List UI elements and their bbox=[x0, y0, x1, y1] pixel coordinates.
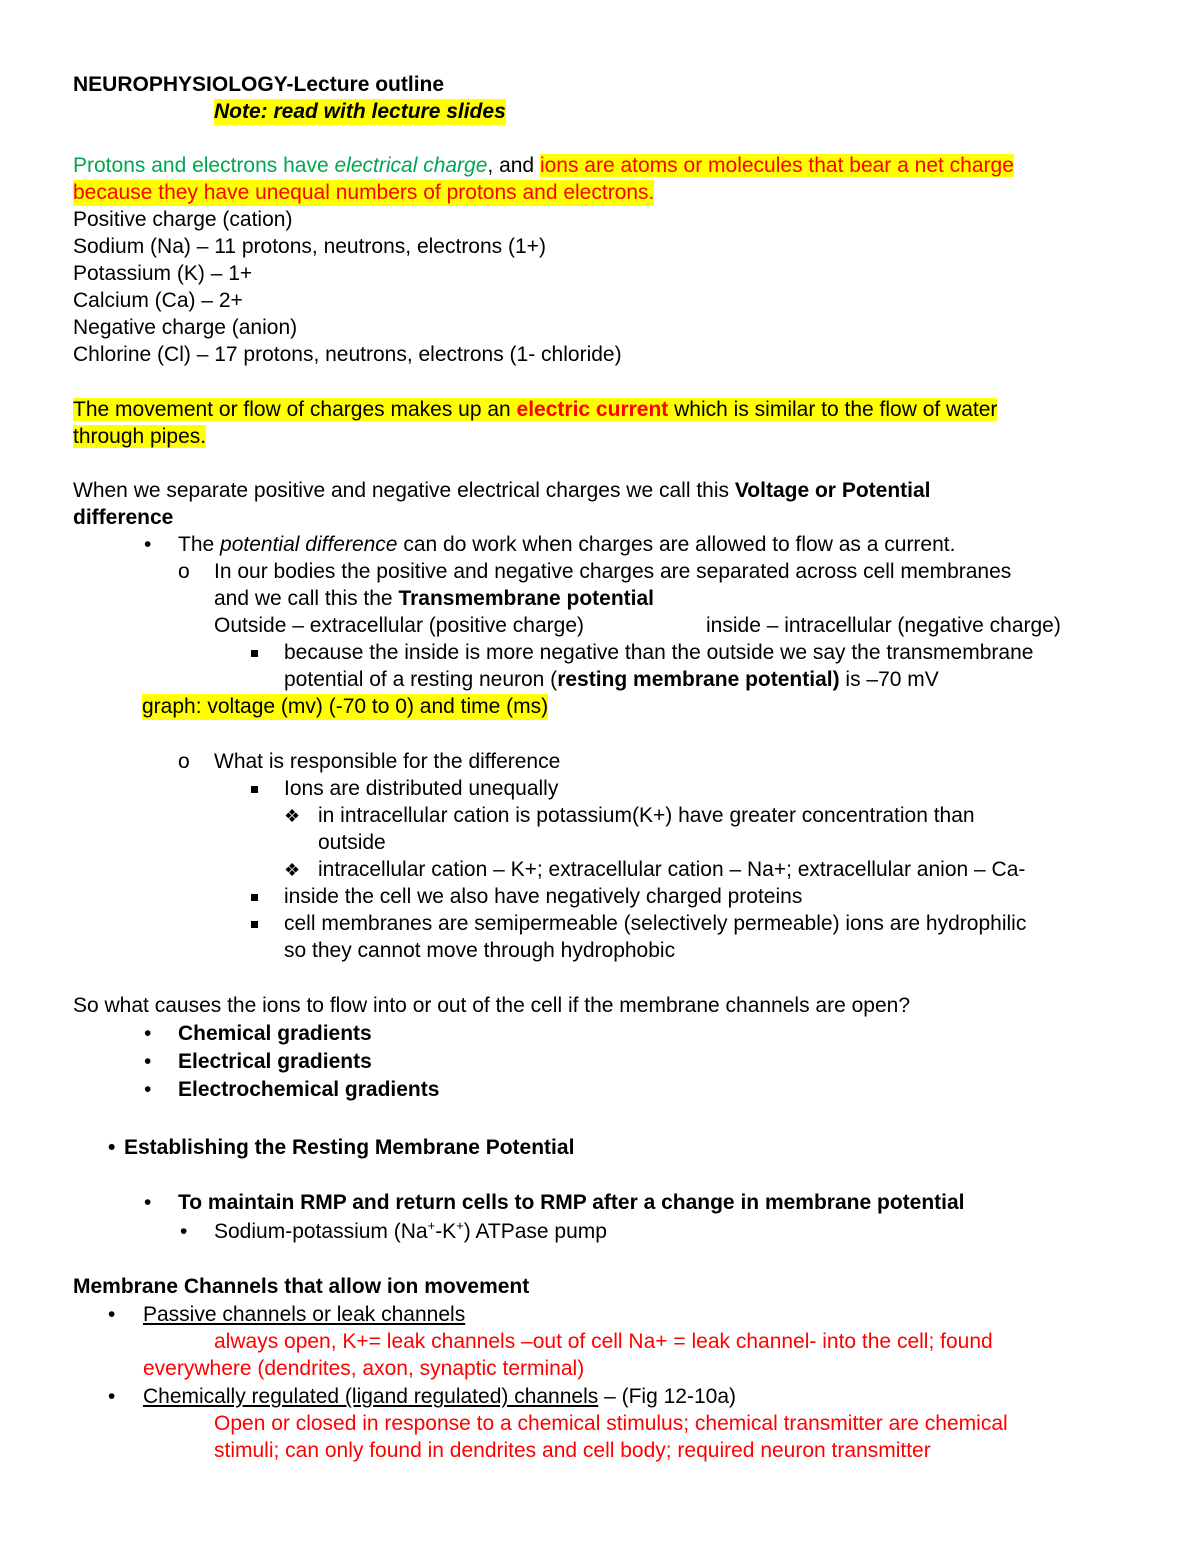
bullet-icon: • bbox=[108, 1385, 116, 1408]
square-bullet-line: cell membranes are semipermeable (selectively permeable) ions are hydrophilic bbox=[284, 912, 1027, 935]
gradient-item: Electrochemical gradients bbox=[178, 1078, 440, 1101]
bullet-icon: • bbox=[144, 1191, 152, 1214]
channels-heading: Membrane Channels that allow ion movement bbox=[73, 1275, 530, 1298]
graph-note: graph: voltage (mv) (-70 to 0) and time (ms) bbox=[142, 695, 549, 718]
pump-line: Sodium-potassium (Na+-K+) ATPase pump bbox=[214, 1218, 607, 1243]
charge-line: Negative charge (anion) bbox=[73, 316, 298, 339]
square-bullet-icon bbox=[251, 894, 258, 901]
intro-line-1: Protons and electrons have electrical charge, and ions are atoms or molecules that bear a net charge bbox=[73, 154, 1014, 177]
diamond-bullet-line: intracellular cation – K+; extracellular cation – Na+; extracellular anion – Ca- bbox=[318, 858, 1026, 881]
square-bullet-line: Ions are distributed unequally bbox=[284, 777, 559, 800]
bullet-icon: • bbox=[180, 1220, 188, 1243]
circle-bullet-icon: o bbox=[178, 560, 190, 583]
bullet-icon: • bbox=[108, 1136, 116, 1159]
bullet-potential-difference: The potential difference can do work when charges are allowed to flow as a current. bbox=[178, 533, 956, 556]
current-line-1: The movement or flow of charges makes up an electric current which is similar to the flow of water bbox=[73, 398, 998, 421]
circle-bullet-icon: o bbox=[178, 750, 190, 773]
inside-label: inside – intracellular (negative charge) bbox=[706, 614, 1061, 637]
charge-line: Positive charge (cation) bbox=[73, 208, 293, 231]
passive-channels: Passive channels or leak channels bbox=[143, 1303, 466, 1326]
square-bullet-icon bbox=[251, 650, 258, 657]
rmp-heading: Establishing the Resting Membrane Potential bbox=[124, 1136, 575, 1159]
square-bullet-line: inside the cell we also have negatively charged proteins bbox=[284, 885, 803, 908]
square-bullet-line: potential of a resting neuron (resting membrane potential) is –70 mV bbox=[284, 668, 939, 691]
charge-line: Calcium (Ca) – 2+ bbox=[73, 289, 243, 312]
page-title: NEUROPHYSIOLOGY-Lecture outline bbox=[73, 73, 445, 96]
square-bullet-line: so they cannot move through hydrophobic bbox=[284, 939, 676, 962]
voltage-line-2: difference bbox=[73, 506, 174, 529]
charge-line: Sodium (Na) – 11 protons, neutrons, electrons (1+) bbox=[73, 235, 546, 258]
charge-line: Potassium (K) – 1+ bbox=[73, 262, 253, 285]
passive-desc-line: everywhere (dendrites, axon, synaptic terminal) bbox=[143, 1357, 585, 1380]
rmp-maintain: To maintain RMP and return cells to RMP after a change in membrane potential bbox=[178, 1191, 965, 1214]
chemical-channels: Chemically regulated (ligand regulated) channels – (Fig 12-10a) bbox=[143, 1385, 736, 1408]
bullet-icon: • bbox=[144, 533, 152, 556]
charge-line: Chlorine (Cl) – 17 protons, neutrons, electrons (1- chloride) bbox=[73, 343, 622, 366]
bullet-icon: • bbox=[144, 1078, 152, 1101]
passive-desc-line: always open, K+= leak channels –out of cell Na+ = leak channel- into the cell; found bbox=[214, 1330, 993, 1353]
note-line: Note: read with lecture slides bbox=[214, 100, 506, 123]
square-bullet-icon bbox=[251, 921, 258, 928]
bullet-icon: • bbox=[144, 1050, 152, 1073]
square-bullet-icon bbox=[251, 786, 258, 793]
gradients-question: So what causes the ions to flow into or out of the cell if the membrane channels are open? bbox=[73, 994, 910, 1017]
voltage-line-1: When we separate positive and negative electrical charges we call this Voltage or Potential bbox=[73, 479, 931, 502]
diamond-bullet-icon: ❖ bbox=[284, 806, 301, 826]
chemical-desc-line: stimuli; can only found in dendrites and cell body; required neuron transmitter bbox=[214, 1439, 931, 1462]
square-bullet-line: because the inside is more negative than the outside we say the transmembrane bbox=[284, 641, 1034, 664]
sub-bullet-line: In our bodies the positive and negative charges are separated across cell membranes bbox=[214, 560, 1012, 583]
gradient-item: Chemical gradients bbox=[178, 1022, 372, 1045]
diamond-bullet-line: in intracellular cation is potassium(K+) have greater concentration than bbox=[318, 804, 975, 827]
bullet-icon: • bbox=[144, 1022, 152, 1045]
chemical-desc-line: Open or closed in response to a chemical stimulus; chemical transmitter are chemical bbox=[214, 1412, 1008, 1435]
current-line-2: through pipes. bbox=[73, 425, 207, 448]
bullet-icon: • bbox=[108, 1303, 116, 1326]
diamond-bullet-line: outside bbox=[318, 831, 386, 854]
sub-bullet-line: What is responsible for the difference bbox=[214, 750, 561, 773]
intro-line-2: because they have unequal numbers of protons and electrons. bbox=[73, 181, 655, 204]
diamond-bullet-icon: ❖ bbox=[284, 860, 301, 880]
sub-bullet-line: and we call this the Transmembrane potential bbox=[214, 587, 655, 610]
gradient-item: Electrical gradients bbox=[178, 1050, 372, 1073]
outside-label: Outside – extracellular (positive charge) bbox=[214, 614, 585, 637]
